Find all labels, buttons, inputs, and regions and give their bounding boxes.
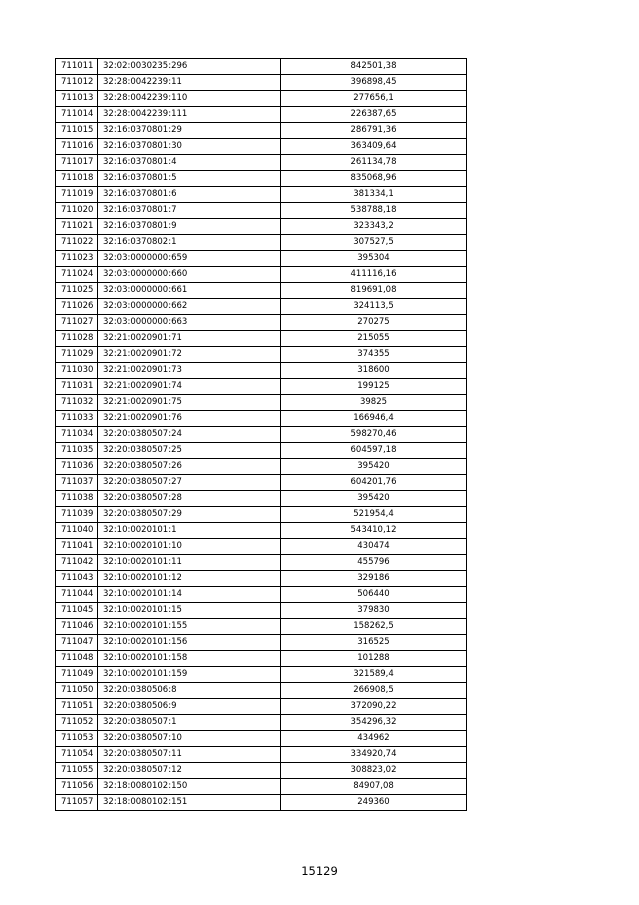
cadastral-number-cell: 32:21:0020901:75 [98, 395, 281, 411]
table-row [56, 635, 467, 651]
cadastral-number-cell: 32:28:0042239:11 [98, 75, 281, 91]
cadastral-number-cell: 32:20:0380507:1 [98, 715, 281, 731]
cadastral-value-cell: 249360 [281, 795, 467, 811]
cadastral-value-cell: 324113,5 [281, 299, 467, 315]
row-number-cell: 711057 [56, 795, 98, 811]
cadastral-number-cell: 32:16:0370801:7 [98, 203, 281, 219]
cadastral-number-cell: 32:03:0000000:662 [98, 299, 281, 315]
row-number-cell: 711023 [56, 251, 98, 267]
row-number-cell: 711035 [56, 443, 98, 459]
table-row [56, 507, 467, 523]
cadastral-value-cell: 379830 [281, 603, 467, 619]
row-number-cell: 711051 [56, 699, 98, 715]
row-number-cell: 711040 [56, 523, 98, 539]
cadastral-number-cell: 32:20:0380507:26 [98, 459, 281, 475]
row-number-cell: 711055 [56, 763, 98, 779]
row-number-cell: 711025 [56, 283, 98, 299]
table-row [56, 251, 467, 267]
row-number-cell: 711053 [56, 731, 98, 747]
cadastral-number-cell: 32:16:0370801:30 [98, 139, 281, 155]
row-number-cell: 711021 [56, 219, 98, 235]
row-number-cell: 711032 [56, 395, 98, 411]
row-number-cell: 711024 [56, 267, 98, 283]
cadastral-number-cell: 32:21:0020901:76 [98, 411, 281, 427]
cadastral-value-cell: 261134,78 [281, 155, 467, 171]
row-number-cell: 711045 [56, 603, 98, 619]
table-row [56, 539, 467, 555]
cadastral-number-cell: 32:21:0020901:73 [98, 363, 281, 379]
cadastral-value-cell: 316525 [281, 635, 467, 651]
cadastral-number-cell: 32:20:0380507:25 [98, 443, 281, 459]
cadastral-value-cell: 39825 [281, 395, 467, 411]
table-row [56, 523, 467, 539]
cadastral-number-cell: 32:21:0020901:74 [98, 379, 281, 395]
row-number-cell: 711015 [56, 123, 98, 139]
table-row [56, 107, 467, 123]
page-number: 15129 [301, 864, 338, 878]
cadastral-value-cell: 354296,32 [281, 715, 467, 731]
cadastral-number-cell: 32:20:0380507:11 [98, 747, 281, 763]
cadastral-number-cell: 32:16:0370801:5 [98, 171, 281, 187]
table-row [56, 427, 467, 443]
cadastral-value-cell: 334920,74 [281, 747, 467, 763]
cadastral-value-cell: 158262,5 [281, 619, 467, 635]
cadastral-number-cell: 32:03:0000000:660 [98, 267, 281, 283]
cadastral-value-cell: 270275 [281, 315, 467, 331]
cadastral-value-cell: 395304 [281, 251, 467, 267]
row-number-cell: 711031 [56, 379, 98, 395]
cadastral-number-cell: 32:10:0020101:10 [98, 539, 281, 555]
cadastral-value-cell: 434962 [281, 731, 467, 747]
table-row [56, 795, 467, 811]
row-number-cell: 711043 [56, 571, 98, 587]
table-row [56, 91, 467, 107]
cadastral-value-cell: 604597,18 [281, 443, 467, 459]
cadastral-value-cell: 321589,4 [281, 667, 467, 683]
table-row [56, 59, 467, 75]
cadastral-value-cell: 411116,16 [281, 267, 467, 283]
cadastral-value-cell: 521954,4 [281, 507, 467, 523]
cadastral-number-cell: 32:02:0030235:296 [98, 59, 281, 75]
cadastral-value-cell: 430474 [281, 539, 467, 555]
cadastral-value-cell: 266908,5 [281, 683, 467, 699]
cadastral-value-cell: 84907,08 [281, 779, 467, 795]
table-row [56, 443, 467, 459]
row-number-cell: 711056 [56, 779, 98, 795]
table-row [56, 267, 467, 283]
cadastral-number-cell: 32:28:0042239:111 [98, 107, 281, 123]
cadastral-number-cell: 32:03:0000000:661 [98, 283, 281, 299]
table-row [56, 395, 467, 411]
row-number-cell: 711049 [56, 667, 98, 683]
cadastral-number-cell: 32:16:0370801:6 [98, 187, 281, 203]
cadastral-number-cell: 32:20:0380506:8 [98, 683, 281, 699]
row-number-cell: 711036 [56, 459, 98, 475]
table-row [56, 411, 467, 427]
row-number-cell: 711048 [56, 651, 98, 667]
row-number-cell: 711042 [56, 555, 98, 571]
cadastral-value-cell: 166946,4 [281, 411, 467, 427]
cadastral-value-cell: 286791,36 [281, 123, 467, 139]
table-row [56, 587, 467, 603]
cadastral-number-cell: 32:16:0370802:1 [98, 235, 281, 251]
cadastral-number-cell: 32:20:0380507:12 [98, 763, 281, 779]
cadastral-number-cell: 32:21:0020901:71 [98, 331, 281, 347]
table-row [56, 123, 467, 139]
row-number-cell: 711052 [56, 715, 98, 731]
row-number-cell: 711026 [56, 299, 98, 315]
table-row [56, 299, 467, 315]
table-row [56, 219, 467, 235]
cadastral-value-cell: 395420 [281, 459, 467, 475]
cadastral-number-cell: 32:10:0020101:14 [98, 587, 281, 603]
table-row [56, 491, 467, 507]
table-row [56, 619, 467, 635]
cadastral-number-cell: 32:18:0080102:151 [98, 795, 281, 811]
table-row [56, 763, 467, 779]
table-row [56, 155, 467, 171]
cadastral-number-cell: 32:10:0020101:155 [98, 619, 281, 635]
cadastral-number-cell: 32:18:0080102:150 [98, 779, 281, 795]
table-row [56, 555, 467, 571]
table-row [56, 171, 467, 187]
cadastral-number-cell: 32:16:0370801:29 [98, 123, 281, 139]
row-number-cell: 711022 [56, 235, 98, 251]
cadastral-number-cell: 32:03:0000000:663 [98, 315, 281, 331]
cadastral-number-cell: 32:10:0020101:12 [98, 571, 281, 587]
cadastral-value-cell: 506440 [281, 587, 467, 603]
table-row [56, 283, 467, 299]
table-row [56, 667, 467, 683]
cadastral-value-cell: 455796 [281, 555, 467, 571]
table-row [56, 475, 467, 491]
table-row [56, 779, 467, 795]
cadastral-number-cell: 32:20:0380507:29 [98, 507, 281, 523]
table-row [56, 363, 467, 379]
row-number-cell: 711027 [56, 315, 98, 331]
row-number-cell: 711012 [56, 75, 98, 91]
cadastral-number-cell: 32:16:0370801:4 [98, 155, 281, 171]
cadastral-value-cell: 598270,46 [281, 427, 467, 443]
table-row [56, 731, 467, 747]
cadastral-number-cell: 32:10:0020101:11 [98, 555, 281, 571]
cadastral-number-cell: 32:10:0020101:15 [98, 603, 281, 619]
cadastral-number-cell: 32:10:0020101:159 [98, 667, 281, 683]
cadastral-value-cell: 363409,64 [281, 139, 467, 155]
cadastral-number-cell: 32:21:0020901:72 [98, 347, 281, 363]
row-number-cell: 711018 [56, 171, 98, 187]
table-row [56, 651, 467, 667]
cadastral-number-cell: 32:10:0020101:156 [98, 635, 281, 651]
cadastral-number-cell: 32:20:0380507:10 [98, 731, 281, 747]
row-number-cell: 711038 [56, 491, 98, 507]
cadastral-value-table [55, 58, 467, 811]
table-row [56, 203, 467, 219]
cadastral-value-cell: 101288 [281, 651, 467, 667]
row-number-cell: 711034 [56, 427, 98, 443]
table-row [56, 75, 467, 91]
row-number-cell: 711030 [56, 363, 98, 379]
row-number-cell: 711019 [56, 187, 98, 203]
cadastral-value-cell: 318600 [281, 363, 467, 379]
row-number-cell: 711050 [56, 683, 98, 699]
row-number-cell: 711047 [56, 635, 98, 651]
row-number-cell: 711033 [56, 411, 98, 427]
cadastral-value-cell: 372090,22 [281, 699, 467, 715]
cadastral-number-cell: 32:28:0042239:110 [98, 91, 281, 107]
cadastral-number-cell: 32:10:0020101:1 [98, 523, 281, 539]
table-row [56, 715, 467, 731]
table-row [56, 379, 467, 395]
row-number-cell: 711037 [56, 475, 98, 491]
cadastral-value-cell: 395420 [281, 491, 467, 507]
cadastral-value-cell: 842501,38 [281, 59, 467, 75]
row-number-cell: 711013 [56, 91, 98, 107]
table-row [56, 347, 467, 363]
table-row [56, 603, 467, 619]
table-row [56, 571, 467, 587]
cadastral-value-cell: 277656,1 [281, 91, 467, 107]
cadastral-number-cell: 32:03:0000000:659 [98, 251, 281, 267]
table-row [56, 747, 467, 763]
table-body [56, 59, 467, 811]
cadastral-number-cell: 32:20:0380506:9 [98, 699, 281, 715]
table-row [56, 187, 467, 203]
cadastral-number-cell: 32:16:0370801:9 [98, 219, 281, 235]
row-number-cell: 711041 [56, 539, 98, 555]
row-number-cell: 711028 [56, 331, 98, 347]
row-number-cell: 711054 [56, 747, 98, 763]
row-number-cell: 711044 [56, 587, 98, 603]
row-number-cell: 711039 [56, 507, 98, 523]
table-row [56, 699, 467, 715]
cadastral-value-cell: 374355 [281, 347, 467, 363]
row-number-cell: 711014 [56, 107, 98, 123]
cadastral-value-cell: 381334,1 [281, 187, 467, 203]
cadastral-value-cell: 538788,18 [281, 203, 467, 219]
cadastral-number-cell: 32:10:0020101:158 [98, 651, 281, 667]
cadastral-value-cell: 323343,2 [281, 219, 467, 235]
row-number-cell: 711046 [56, 619, 98, 635]
table-row [56, 235, 467, 251]
cadastral-value-cell: 835068,96 [281, 171, 467, 187]
table-row [56, 315, 467, 331]
table-row [56, 683, 467, 699]
cadastral-value-cell: 604201,76 [281, 475, 467, 491]
row-number-cell: 711029 [56, 347, 98, 363]
cadastral-value-cell: 307527,5 [281, 235, 467, 251]
row-number-cell: 711017 [56, 155, 98, 171]
row-number-cell: 711011 [56, 59, 98, 75]
cadastral-value-cell: 819691,08 [281, 283, 467, 299]
cadastral-number-cell: 32:20:0380507:28 [98, 491, 281, 507]
cadastral-value-cell: 543410,12 [281, 523, 467, 539]
cadastral-number-cell: 32:20:0380507:24 [98, 427, 281, 443]
table-row [56, 139, 467, 155]
row-number-cell: 711016 [56, 139, 98, 155]
cadastral-value-cell: 215055 [281, 331, 467, 347]
table-row [56, 459, 467, 475]
row-number-cell: 711020 [56, 203, 98, 219]
cadastral-value-cell: 396898,45 [281, 75, 467, 91]
cadastral-value-cell: 308823,02 [281, 763, 467, 779]
cadastral-value-cell: 199125 [281, 379, 467, 395]
cadastral-number-cell: 32:20:0380507:27 [98, 475, 281, 491]
cadastral-value-cell: 329186 [281, 571, 467, 587]
table-row [56, 331, 467, 347]
cadastral-value-cell: 226387,65 [281, 107, 467, 123]
